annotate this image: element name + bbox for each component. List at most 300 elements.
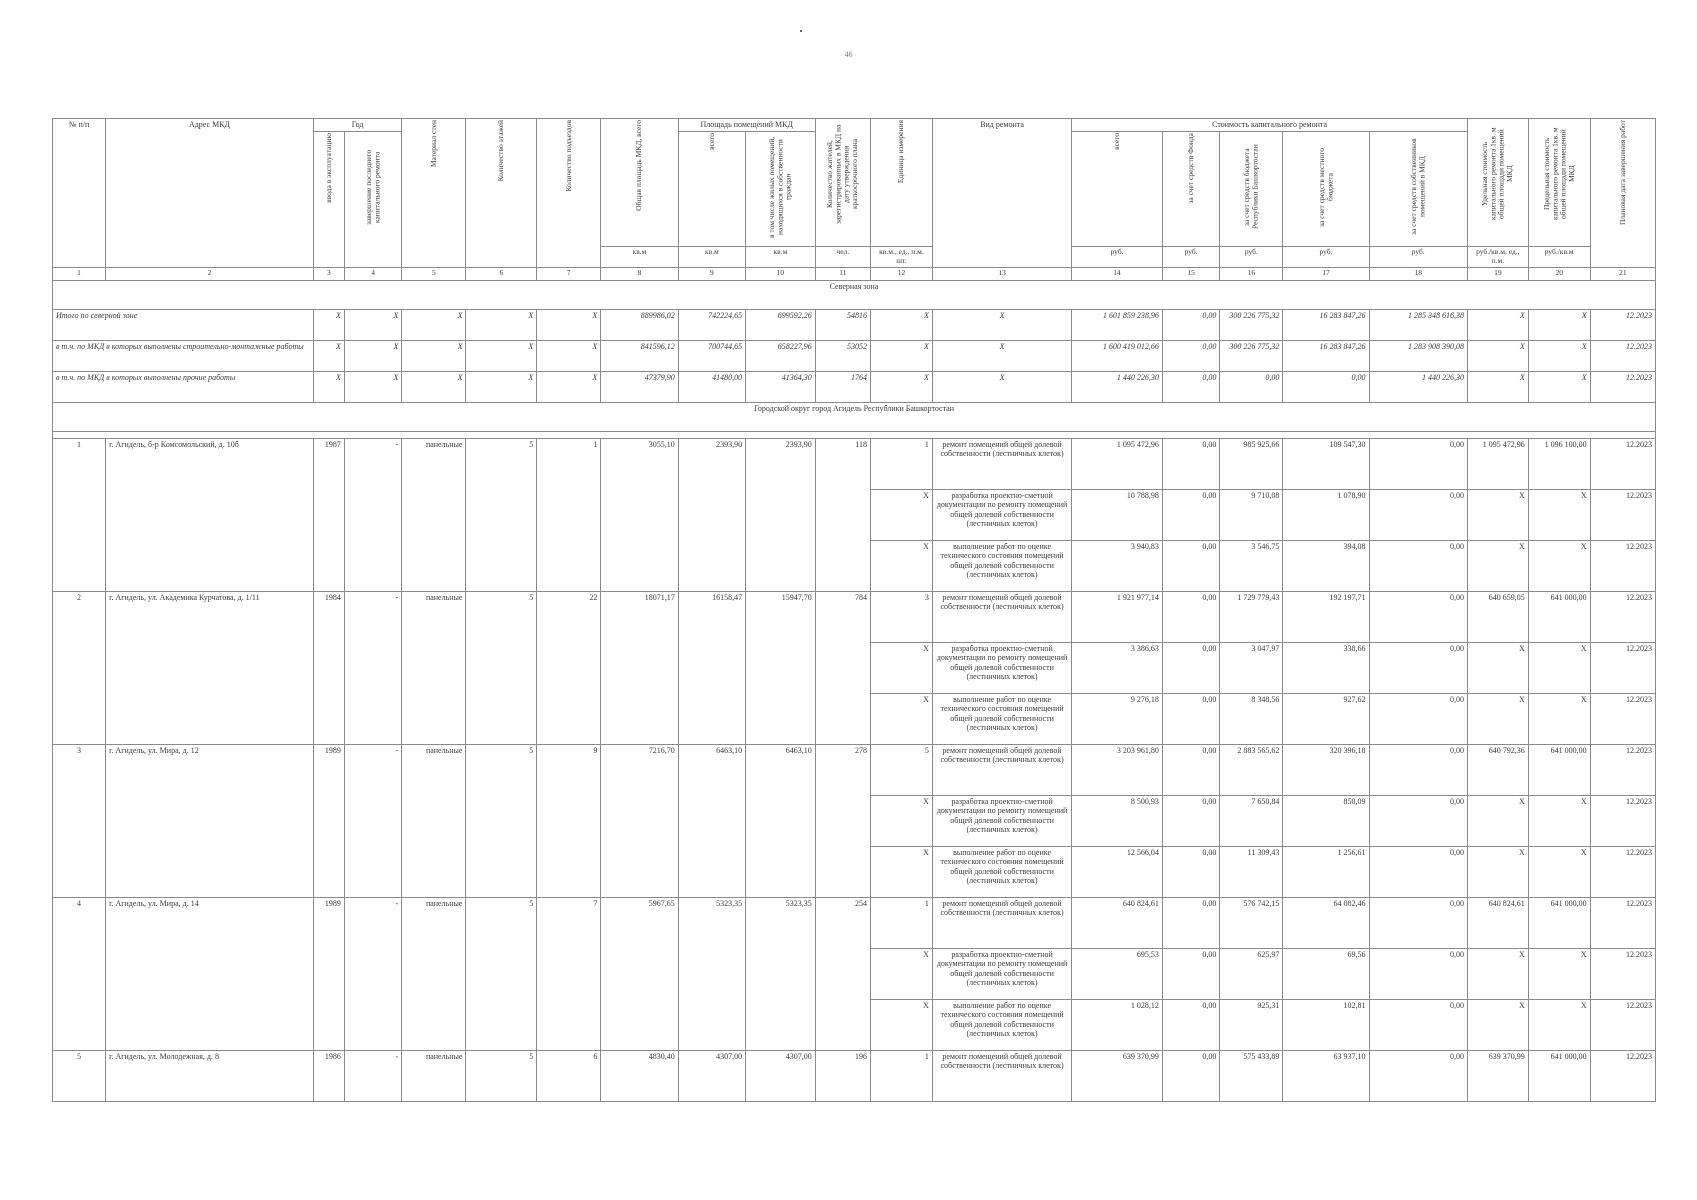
house-address: г. Агидель, ул. Молодежная, д. 8	[106, 1050, 314, 1101]
column-number: 9	[678, 267, 745, 280]
work-date: 12.2023	[1590, 591, 1655, 642]
hdr-plan-date: Плановая дата завершения работ	[1590, 119, 1655, 268]
house-entrances: 22	[537, 591, 601, 744]
column-number: 5	[402, 267, 466, 280]
x-mark: X	[402, 309, 466, 340]
house-entrances: 7	[537, 897, 601, 1050]
column-number: 13	[932, 267, 1071, 280]
house-material: панельные	[402, 744, 466, 897]
total-owners: 1 440 226,30	[1369, 371, 1467, 402]
work-republic: 2 883 565,62	[1220, 744, 1283, 795]
work-date: 12.2023	[1590, 744, 1655, 795]
x-mark: X	[1528, 309, 1590, 340]
work-fund: 0,00	[1162, 693, 1219, 744]
work-total: 1 921 977,14	[1072, 591, 1163, 642]
total-area: 47379,90	[601, 371, 678, 402]
work-max-cost: X	[1528, 642, 1590, 693]
zone-row	[53, 280, 1656, 309]
house-material: панельные	[402, 1050, 466, 1101]
work-unit-cost: X	[1467, 642, 1528, 693]
column-number: 20	[1528, 267, 1590, 280]
work-local: 192 197,71	[1283, 591, 1369, 642]
total-label: в т.ч. по МКД в которых выполнены строительно-монтажные работы	[53, 340, 314, 371]
total-citizens: 658227,96	[746, 340, 816, 371]
hdr-year-commission: ввода в эксплуатацию	[313, 132, 344, 268]
work-unit-cost: X	[1467, 540, 1528, 591]
work-date: 12.2023	[1590, 795, 1655, 846]
column-number: 1	[53, 267, 106, 280]
house-last-repair: -	[344, 438, 402, 591]
unit-cell: чел.	[815, 247, 870, 268]
x-mark: X	[1467, 340, 1528, 371]
work-max-cost: X	[1528, 489, 1590, 540]
house-area: 18071,17	[601, 591, 678, 744]
total-owners: 1 283 908 390,08	[1369, 340, 1467, 371]
work-total: 8 500,93	[1072, 795, 1163, 846]
total-area: 889986,02	[601, 309, 678, 340]
house-premises: 5323,35	[678, 897, 745, 1050]
work-unit-cost: X	[1467, 846, 1528, 897]
x-mark: X	[402, 340, 466, 371]
work-unit-cost: 640 792,36	[1467, 744, 1528, 795]
x-mark: X	[537, 309, 601, 340]
work-republic: 985 925,66	[1220, 438, 1283, 489]
house-area: 3055,10	[601, 438, 678, 591]
hdr-cost-group: Стоимость капитального ремонта	[1072, 119, 1468, 132]
column-number: 4	[344, 267, 402, 280]
work-local: 320 396,18	[1283, 744, 1369, 795]
total-local: 16 283 847,26	[1283, 340, 1369, 371]
work-local: 109 547,30	[1283, 438, 1369, 489]
work-type: ремонт помещений общей долевой собственности (лестничных клеток)	[932, 897, 1071, 948]
x-mark: X	[1528, 371, 1590, 402]
house-address: г. Агидель, ул. Мира, д. 12	[106, 744, 314, 897]
column-number: 10	[746, 267, 816, 280]
house-area: 4830,40	[601, 1050, 678, 1101]
work-date: 12.2023	[1590, 1050, 1655, 1101]
total-date: 12.2023	[1590, 309, 1655, 340]
x-mark: X	[537, 340, 601, 371]
house-floors: 5	[466, 438, 537, 591]
work-unit-cost: 1 095 472,96	[1467, 438, 1528, 489]
total-republic: 300 226 775,32	[1220, 309, 1283, 340]
zone-title: Северная зона	[53, 280, 1656, 309]
house-premises: 6463,10	[678, 744, 745, 897]
work-total: 3 386,63	[1072, 642, 1163, 693]
hdr-cost-local: за счет средств местного бюджета	[1283, 132, 1369, 247]
column-number: 18	[1369, 267, 1467, 280]
work-max-cost: 641 000,00	[1528, 897, 1590, 948]
hdr-year-last-repair: завершение последнего капитального ремонта	[344, 132, 402, 268]
house-entrances: 9	[537, 744, 601, 897]
house-number: 1	[53, 438, 106, 591]
work-owners: 0,00	[1369, 540, 1467, 591]
house-citizens: 4307,00	[746, 1050, 816, 1101]
work-fund: 0,00	[1162, 846, 1219, 897]
house-floors: 5	[466, 1050, 537, 1101]
work-republic: 925,31	[1220, 999, 1283, 1050]
column-number: 14	[1072, 267, 1163, 280]
work-unit-cost: 640 659,05	[1467, 591, 1528, 642]
total-row	[53, 371, 1656, 402]
house-premises: 4307,00	[678, 1050, 745, 1101]
work-unit-cost: X	[1467, 999, 1528, 1050]
work-owners: 0,00	[1369, 999, 1467, 1050]
work-type: разработка проектно-сметной документации по ремонту помещений общей долевой собственности (лестничных клеток)	[932, 642, 1071, 693]
unit-cell: руб./кв.м	[1528, 247, 1590, 268]
work-total: 695,53	[1072, 948, 1163, 999]
work-owners: 0,00	[1369, 693, 1467, 744]
work-fund: 0,00	[1162, 591, 1219, 642]
work-date: 12.2023	[1590, 999, 1655, 1050]
x-mark: X	[313, 309, 344, 340]
column-number: 12	[871, 267, 933, 280]
house-material: панельные	[402, 591, 466, 744]
house-number: 4	[53, 897, 106, 1050]
page-number: 46	[844, 50, 853, 59]
work-republic: 625,97	[1220, 948, 1283, 999]
work-fund: 0,00	[1162, 948, 1219, 999]
work-volume: X	[871, 642, 933, 693]
house-premises: 16158,47	[678, 591, 745, 744]
header-row-1	[53, 119, 1656, 132]
work-republic: 8 348,56	[1220, 693, 1283, 744]
house-address: г. Агидель, б-р Комсомольский, д. 10б	[106, 438, 314, 591]
work-max-cost: 641 000,00	[1528, 591, 1590, 642]
house-number: 5	[53, 1050, 106, 1101]
house-citizens: 2393,90	[746, 438, 816, 591]
work-total: 640 824,61	[1072, 897, 1163, 948]
total-cost: 1 440 226,30	[1072, 371, 1163, 402]
work-volume: X	[871, 948, 933, 999]
x-mark: X	[932, 309, 1071, 340]
work-fund: 0,00	[1162, 999, 1219, 1050]
house-citizens: 15947,70	[746, 591, 816, 744]
house-row	[53, 438, 1656, 489]
hdr-cost-total: всего	[1072, 132, 1163, 247]
house-citizens: 6463,10	[746, 744, 816, 897]
work-date: 12.2023	[1590, 489, 1655, 540]
column-number: 21	[1590, 267, 1655, 280]
work-type: ремонт помещений общей долевой собственности (лестничных клеток)	[932, 1050, 1071, 1101]
work-owners: 0,00	[1369, 489, 1467, 540]
column-number: 15	[1162, 267, 1219, 280]
work-type: выполнение работ по оценке технического состояния помещений общей долевой собственности (лестничных клеток)	[932, 693, 1071, 744]
work-unit-cost: 639 370,99	[1467, 1050, 1528, 1101]
hdr-volume: Единица измерения	[871, 119, 933, 247]
house-residents: 278	[815, 744, 870, 897]
hdr-unit-cost: Удельная стоимость капитального ремонта 1кв. м общей площади помещений МКД	[1467, 119, 1528, 247]
municipality-title: Городской округ город Агидель Республики Башкортостан	[53, 402, 1656, 431]
work-max-cost: X	[1528, 999, 1590, 1050]
house-row	[53, 591, 1656, 642]
work-type: выполнение работ по оценке технического состояния помещений общей долевой собственности (лестничных клеток)	[932, 999, 1071, 1050]
house-premises: 2393,90	[678, 438, 745, 591]
work-republic: 575 433,89	[1220, 1050, 1283, 1101]
hdr-wall-material: Материал стен	[402, 119, 466, 268]
work-max-cost: 641 000,00	[1528, 1050, 1590, 1101]
x-mark: X	[871, 309, 933, 340]
work-owners: 0,00	[1369, 1050, 1467, 1101]
work-owners: 0,00	[1369, 642, 1467, 693]
hdr-total-area: Общая площадь МКД, всего	[601, 119, 678, 247]
unit-cell: кв.м	[601, 247, 678, 268]
unit-cell: кв.м., ед., п.м. шт.	[871, 247, 933, 268]
work-republic: 11 309,43	[1220, 846, 1283, 897]
work-total: 1 095 472,96	[1072, 438, 1163, 489]
column-number: 17	[1283, 267, 1369, 280]
total-row	[53, 309, 1656, 340]
work-volume: X	[871, 999, 933, 1050]
house-year: 1984	[313, 591, 344, 744]
work-republic: 1 729 779,43	[1220, 591, 1283, 642]
total-label: в т.ч. по МКД в которых выполнены прочие работы	[53, 371, 314, 402]
work-local: 102,81	[1283, 999, 1369, 1050]
house-address: г. Агидель, ул. Академика Курчатова, д. 1/11	[106, 591, 314, 744]
house-residents: 254	[815, 897, 870, 1050]
work-owners: 0,00	[1369, 897, 1467, 948]
total-label: Итого по северной зоне	[53, 309, 314, 340]
work-local: 1 078,90	[1283, 489, 1369, 540]
total-date: 12.2023	[1590, 340, 1655, 371]
work-local: 338,66	[1283, 642, 1369, 693]
column-number: 2	[106, 267, 314, 280]
x-mark: X	[344, 309, 402, 340]
house-row	[53, 744, 1656, 795]
unit-cell: руб.	[1283, 247, 1369, 268]
work-volume: X	[871, 489, 933, 540]
house-year: 1987	[313, 438, 344, 591]
x-mark: X	[466, 371, 537, 402]
work-volume: X	[871, 540, 933, 591]
house-number: 3	[53, 744, 106, 897]
house-residents: 196	[815, 1050, 870, 1101]
total-citizens: 41364,30	[746, 371, 816, 402]
work-total: 3 940,83	[1072, 540, 1163, 591]
x-mark: X	[466, 309, 537, 340]
unit-cell: кв.м	[678, 247, 745, 268]
hdr-year-group: Год	[313, 119, 401, 132]
work-fund: 0,00	[1162, 642, 1219, 693]
work-fund: 0,00	[1162, 897, 1219, 948]
work-total: 9 276,18	[1072, 693, 1163, 744]
total-fund: 0,00	[1162, 371, 1219, 402]
house-last-repair: -	[344, 897, 402, 1050]
house-residents: 784	[815, 591, 870, 744]
house-floors: 5	[466, 744, 537, 897]
work-volume: 1	[871, 897, 933, 948]
work-total: 3 203 961,80	[1072, 744, 1163, 795]
work-type: выполнение работ по оценке технического состояния помещений общей долевой собственности (лестничных клеток)	[932, 846, 1071, 897]
capital-repair-register-table	[52, 118, 1656, 1102]
work-unit-cost: X	[1467, 795, 1528, 846]
house-last-repair: -	[344, 591, 402, 744]
total-owners: 1 285 348 616,38	[1369, 309, 1467, 340]
house-row	[53, 1050, 1656, 1101]
work-type: разработка проектно-сметной документации по ремонту помещений общей долевой собственности (лестничных клеток)	[932, 489, 1071, 540]
work-type: ремонт помещений общей долевой собственности (лестничных клеток)	[932, 744, 1071, 795]
hdr-entrances: Количество подъездов	[537, 119, 601, 268]
total-premises: 41480,00	[678, 371, 745, 402]
column-number: 6	[466, 267, 537, 280]
house-material: панельные	[402, 897, 466, 1050]
hdr-address: Адрес МКД	[106, 119, 314, 268]
x-mark: X	[313, 371, 344, 402]
total-residents: 1764	[815, 371, 870, 402]
unit-cell: руб.	[1369, 247, 1467, 268]
work-fund: 0,00	[1162, 540, 1219, 591]
work-fund: 0,00	[1162, 438, 1219, 489]
work-date: 12.2023	[1590, 540, 1655, 591]
work-fund: 0,00	[1162, 744, 1219, 795]
gap-row	[53, 431, 1656, 438]
work-volume: 1	[871, 1050, 933, 1101]
unit-cell: руб.	[1220, 247, 1283, 268]
house-last-repair: -	[344, 1050, 402, 1101]
work-max-cost: X	[1528, 540, 1590, 591]
house-area: 7216,70	[601, 744, 678, 897]
house-row	[53, 897, 1656, 948]
total-cost: 1 601 859 238,96	[1072, 309, 1163, 340]
total-citizens: 699592,26	[746, 309, 816, 340]
work-total: 1 028,12	[1072, 999, 1163, 1050]
house-year: 1989	[313, 897, 344, 1050]
unit-cell: руб./кв.м, ед., п.м.	[1467, 247, 1528, 268]
column-numbers-row	[53, 267, 1656, 280]
work-max-cost: X	[1528, 948, 1590, 999]
work-republic: 9 710,08	[1220, 489, 1283, 540]
work-republic: 576 742,15	[1220, 897, 1283, 948]
x-mark: X	[932, 371, 1071, 402]
work-republic: 3 047,97	[1220, 642, 1283, 693]
total-republic: 300 226 775,32	[1220, 340, 1283, 371]
work-total: 639 370,99	[1072, 1050, 1163, 1101]
work-max-cost: 641 000,00	[1528, 744, 1590, 795]
house-address: г. Агидель, ул. Мира, д. 14	[106, 897, 314, 1050]
table-body	[53, 119, 1656, 1102]
total-residents: 53052	[815, 340, 870, 371]
work-fund: 0,00	[1162, 795, 1219, 846]
scan-speck	[800, 30, 802, 32]
x-mark: X	[932, 340, 1071, 371]
work-type: разработка проектно-сметной документации по ремонту помещений общей долевой собственности (лестничных клеток)	[932, 948, 1071, 999]
house-area: 5967,65	[601, 897, 678, 1050]
work-max-cost: 1 096 100,00	[1528, 438, 1590, 489]
column-number: 11	[815, 267, 870, 280]
hdr-residents: Количество жителей, зарегистрированных в МКД на дату утверждения краткосрочного плана	[815, 119, 870, 247]
house-number: 2	[53, 591, 106, 744]
house-floors: 5	[466, 591, 537, 744]
work-local: 927,62	[1283, 693, 1369, 744]
work-local: 64 082,46	[1283, 897, 1369, 948]
unit-cell: руб.	[1072, 247, 1163, 268]
work-volume: X	[871, 846, 933, 897]
x-mark: X	[402, 371, 466, 402]
work-unit-cost: X	[1467, 948, 1528, 999]
work-fund: 0,00	[1162, 1050, 1219, 1101]
hdr-floors: Количество этажей	[466, 119, 537, 268]
total-local: 0,00	[1283, 371, 1369, 402]
work-volume: 5	[871, 744, 933, 795]
work-owners: 0,00	[1369, 438, 1467, 489]
work-unit-cost: 640 824,61	[1467, 897, 1528, 948]
work-total: 10 788,98	[1072, 489, 1163, 540]
work-local: 1 256,61	[1283, 846, 1369, 897]
work-local: 69,56	[1283, 948, 1369, 999]
x-mark: X	[466, 340, 537, 371]
total-area: 841596,12	[601, 340, 678, 371]
gap-cell	[53, 431, 1656, 438]
unit-cell: руб.	[1162, 247, 1219, 268]
column-number: 7	[537, 267, 601, 280]
column-number: 8	[601, 267, 678, 280]
total-fund: 0,00	[1162, 309, 1219, 340]
hdr-cost-owners: за счет средств собственников помещений в МКД	[1369, 132, 1467, 247]
column-number: 3	[313, 267, 344, 280]
house-floors: 5	[466, 897, 537, 1050]
x-mark: X	[1528, 340, 1590, 371]
hdr-max-cost: Предельная стоимость капитального ремонта 1кв. м общей площади помещений МКД	[1528, 119, 1590, 247]
column-number: 16	[1220, 267, 1283, 280]
work-local: 850,09	[1283, 795, 1369, 846]
x-mark: X	[313, 340, 344, 371]
work-max-cost: X	[1528, 693, 1590, 744]
work-local: 394,08	[1283, 540, 1369, 591]
total-local: 16 283 847,26	[1283, 309, 1369, 340]
work-type: ремонт помещений общей долевой собственности (лестничных клеток)	[932, 591, 1071, 642]
total-premises: 700744,65	[678, 340, 745, 371]
work-unit-cost: X	[1467, 489, 1528, 540]
work-republic: 7 650,84	[1220, 795, 1283, 846]
x-mark: X	[1467, 309, 1528, 340]
hdr-premises-citizens: в том числе жилых помещений, находящихся в собственности граждан	[746, 132, 816, 247]
total-row	[53, 340, 1656, 371]
work-volume: 1	[871, 438, 933, 489]
x-mark: X	[537, 371, 601, 402]
house-year: 1986	[313, 1050, 344, 1101]
total-republic: 0,00	[1220, 371, 1283, 402]
work-volume: X	[871, 693, 933, 744]
house-last-repair: -	[344, 744, 402, 897]
column-number: 19	[1467, 267, 1528, 280]
house-citizens: 5323,35	[746, 897, 816, 1050]
x-mark: X	[871, 340, 933, 371]
total-fund: 0,00	[1162, 340, 1219, 371]
work-date: 12.2023	[1590, 897, 1655, 948]
work-volume: X	[871, 795, 933, 846]
unit-cell: кв.м	[746, 247, 816, 268]
work-owners: 0,00	[1369, 948, 1467, 999]
hdr-cost-republic: за счет средств бюджета Республики Башкортостан	[1220, 132, 1283, 247]
house-entrances: 6	[537, 1050, 601, 1101]
house-residents: 118	[815, 438, 870, 591]
work-max-cost: X	[1528, 795, 1590, 846]
x-mark: X	[1467, 371, 1528, 402]
work-local: 63 937,10	[1283, 1050, 1369, 1101]
hdr-num: № п/п	[53, 119, 106, 268]
hdr-premises-total: всего	[678, 132, 745, 247]
total-residents: 54816	[815, 309, 870, 340]
work-type: ремонт помещений общей долевой собственности (лестничных клеток)	[932, 438, 1071, 489]
work-date: 12.2023	[1590, 438, 1655, 489]
hdr-cost-fund: за счет средств Фонда	[1162, 132, 1219, 247]
hdr-repair-type: Вид ремонта	[932, 119, 1071, 268]
work-owners: 0,00	[1369, 591, 1467, 642]
total-premises: 742224,65	[678, 309, 745, 340]
work-total: 12 566,04	[1072, 846, 1163, 897]
work-date: 12.2023	[1590, 642, 1655, 693]
x-mark: X	[344, 371, 402, 402]
